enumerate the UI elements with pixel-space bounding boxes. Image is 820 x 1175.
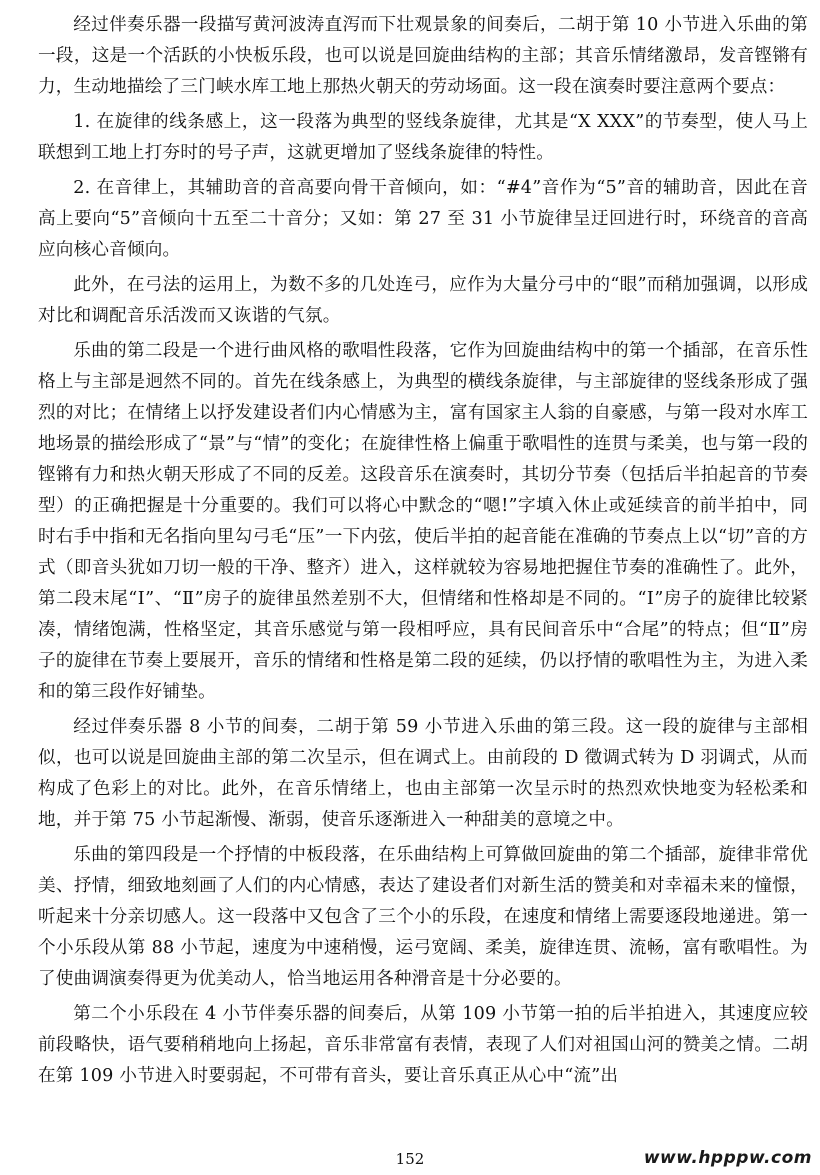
- paragraph-1: 经过伴奏乐器一段描写黄河波涛直泻而下壮观景象的间奏后，二胡于第 10 小节进入乐曲的第一段，这是一个活跃的小快板乐段，也可以说是回旋曲结构的主部；其音乐情绪激昂，发音铿锵有力，生动地描绘了三门峡水库工地上那热火朝天的劳动场面。这一段在演奏时要注意两个要点：: [38, 15, 808, 97]
- watermark-url: www.hpppw.com: [643, 1148, 812, 1168]
- page-number: 152: [395, 1150, 425, 1168]
- paragraph-3: 2. 在音律上，其辅助音的音高要向骨干音倾向，如：“#4”音作为“5”音的辅助音，因此在音高上要向“5”音倾向十五至二十音分；又如：第 27 至 31 小节旋律呈迂回进行时，环绕音的音高应向核心音倾向。: [38, 178, 808, 260]
- paragraph-2: 1. 在旋律的线条感上，这一段落为典型的竖线条旋律，尤其是“X XXX”的节奏型，使人马上联想到工地上打夯时的号子声，这就更增加了竖线条旋律的特性。: [38, 112, 808, 163]
- paragraph-5: 乐曲的第二段是一个进行曲风格的歌唱性段落，它作为回旋曲结构中的第一个插部，在音乐性格上与主部是迥然不同的。首先在线条感上，为典型的横线条旋律，与主部旋律的竖线条形成了强烈的对比；在情绪上以抒发建设者们内心情感为主，富有国家主人翁的自豪感，与第一段对水库工地场景的描绘形成了“景”与“情”的变化；在旋律性格上偏重于歌唱性的连贯与柔美，也与第一段的铿锵有力和热火朝天形成了不同的反差。这段音乐在演奏时，其切分节奏（包括后半拍起音的节奏型）的正确把握是十分重要的。我们可以将心中默念的“嗯!”字填入休止或延续音的前半拍中，同时右手中指和无名指向里勾弓毛“压”一下内弦，使后半拍的起音能在准确的节奏点上以“切”音的方式（即音头犹如刀切一般的干净、整齐）进入，这样就较为容易地把握住节奏的准确性了。此外，第二段末尾“Ⅰ”、“Ⅱ”房子的旋律虽然差别不大，但情绪和性格却是不同的。“Ⅰ”房子的旋律比较紧凑，情绪饱满，性格坚定，其音乐感觉与第一段相呼应，具有民间音乐中“合尾”的特点；但“Ⅱ”房子的旋律在节奏上要展开，音乐的情绪和性格是第二段的延续，仍以抒情的歌唱性为主，为进入柔和的第三段作好铺垫。: [38, 341, 808, 702]
- paragraph-8: 第二个小乐段在 4 小节伴奏乐器的间奏后，从第 109 小节第一拍的后半拍进入，其速度应较前段略快，语气要稍稍地向上扬起，音乐非常富有表情，表现了人们对祖国山河的赞美之情。二胡在第 109 小节进入时要弱起，不可带有音头，要让音乐真正从心中“流”出: [38, 1004, 808, 1086]
- paragraph-6: 经过伴奏乐器 8 小节的间奏，二胡于第 59 小节进入乐曲的第三段。这一段的旋律与主部相似，也可以说是回旋曲主部的第二次呈示，但在调式上。由前段的 D 徵调式转为 D 羽调式，从而构成了色彩上的对比。此外，在音乐情绪上，也由主部第一次呈示时的热烈欢快地变为轻松柔和地，并于第 75 小节起渐慢、渐弱，使音乐逐渐进入一种甜美的意境之中。: [38, 717, 808, 830]
- paragraph-7: 乐曲的第四段是一个抒情的中板段落，在乐曲结构上可算做回旋曲的第二个插部，旋律非常优美、抒情，细致地刻画了人们的内心情感，表达了建设者们对新生活的赞美和对幸福未来的憧憬，听起来十分亲切感人。这一段落中又包含了三个小的乐段，在速度和情绪上需要逐段地递进。第一个小乐段从第 88 小节起，速度为中速稍慢，运弓宽阔、柔美，旋律连贯、流畅，富有歌唱性。为了使曲调演奏得更为优美动人，恰当地运用各种滑音是十分必要的。: [38, 845, 808, 989]
- page-body: [38, 10, 808, 1096]
- paragraph-4: 此外，在弓法的运用上，为数不多的几处连弓，应作为大量分弓中的“眼”而稍加强调，以形成对比和调配音乐活泼而又诙谐的气氛。: [38, 275, 808, 326]
